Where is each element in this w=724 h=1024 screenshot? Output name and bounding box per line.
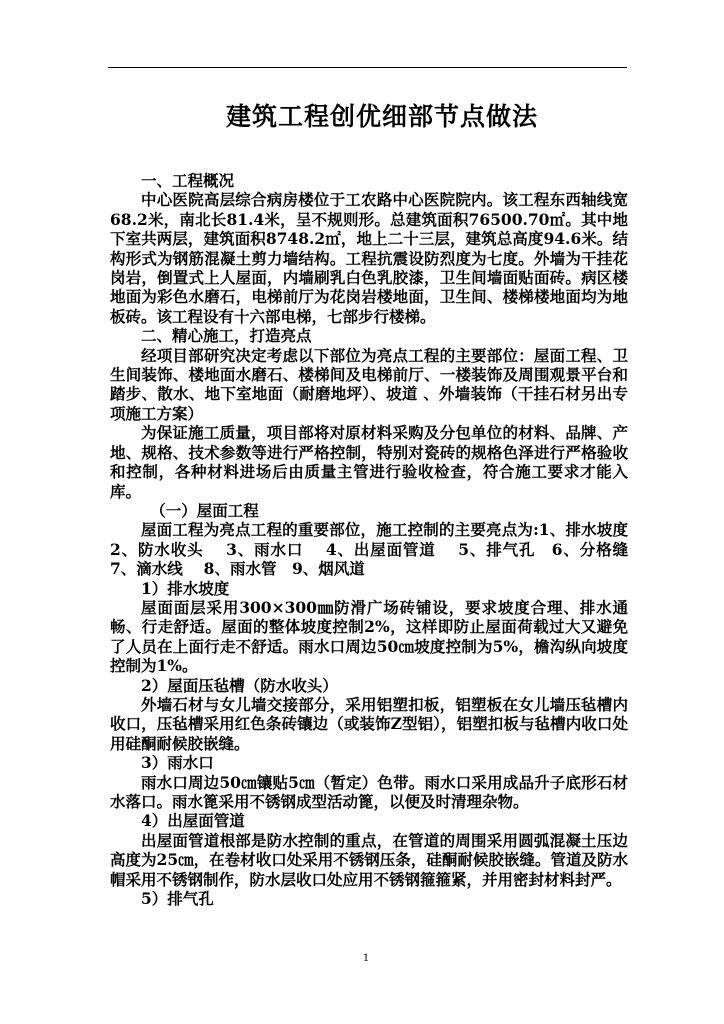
paragraph-rain-outlet: 雨水口周边50㎝镶贴5㎝（暂定）色带。雨水口采用成品升子底形石材水落口。雨水篦采用不锈钢成型活动篦，以便及时清理杂物。 bbox=[110, 772, 628, 811]
paragraph-highlight-parts: 经项目部研究决定考虑以下部位为亮点工程的主要部位：屋面工程、卫生间装饰、楼地面水磨石、楼梯间及电梯前厅、一楼装饰及周围观景平台和踏步、散水、地下室地面（耐磨地坪）、坡道 、外墙装饰（干挂石材另出专项施工方案） bbox=[110, 345, 628, 423]
item-heading-vent-hole: 5）排气孔 bbox=[141, 889, 214, 909]
paragraph-project-overview: 中心医院高层综合病房楼位于工农路中心医院院内。该工程东西轴线宽68.2米，南北长81.4米，呈不规则形。总建筑面积76500.70㎡。其中地下室共两层，建筑面积8748.2㎡，地上二十三层，建筑总高度94.6米。结构形式为钢筋混凝土剪力墙结构。工程抗震设防烈度为七度。外墙为干挂花岗岩，倒置式上人屋面，内墙刷乳白色乳胶漆，卫生间墙面贴面砖。病区楼地面为彩色水磨石，电梯前厅为花岗岩楼地面，卫生间、楼梯楼地面均为地板砖。该工程设有十六部电梯，七部步行楼梯。 bbox=[110, 190, 628, 326]
paragraph-drainage-slope: 屋面面层采用300×300㎜防滑广场砖铺设，要求坡度合理、排水通畅、行走舒适。屋面的整体坡度控制2%，这样即防止屋面荷载过大又避免了人员在上面行走不舒适。雨水口周边50㎝坡度控制为5%，檐沟纵向坡度控制为1%。 bbox=[110, 597, 628, 676]
subsection-heading-roof: （一）屋面工程 bbox=[150, 500, 259, 520]
header-rule bbox=[108, 67, 627, 68]
section-heading-project-overview: 一、工程概况 bbox=[141, 171, 235, 190]
paragraph-quality-control: 为保证施工质量，项目部将对原材料采购及分包单位的材料、品牌、产地、规格、技术参数等进行严格控制，特别对瓷砖的规格色泽进行严格验收和控制，各种材料进场后由质量主管进行验收检查，符合施工要求才能入库。 bbox=[110, 423, 628, 501]
document-body bbox=[110, 171, 649, 909]
paragraph-roof-highlights: 屋面工程为亮点工程的重要部位，施工控制的主要亮点为:1、排水坡度 2、防水收头 3、雨水口 4、出屋面管道 5、排气孔 6、分格缝 7、滴水线 8、雨水管 9、烟风道 bbox=[110, 520, 649, 579]
document-title: 建筑工程创优细部节点做法 bbox=[225, 102, 538, 131]
item-heading-drainage-slope: 1）排水坡度 bbox=[141, 578, 230, 598]
item-heading-rain-outlet: 3）雨水口 bbox=[141, 753, 214, 773]
section-heading-highlights: 二、精心施工，打造亮点 bbox=[141, 326, 312, 346]
paragraph-roof-pipes: 出屋面管道根部是防水控制的重点，在管道的周围采用圆弧混凝土压边高度为25㎝，在卷材收口处采用不锈钢压条，硅酮耐候胶嵌缝。管道及防水帽采用不锈钢制作，防水层收口处应用不锈钢箍箍紧，并用密封材料封严。 bbox=[110, 830, 628, 889]
paragraph-felt-groove: 外墙石材与女儿墙交接部分，采用铝塑扣板，铝塑板在女儿墙压毡槽内收口，压毡槽采用红色条砖镶边（或装饰Z型铝），铝塑扣板与毡槽内收口处用硅酮耐候胶嵌缝。 bbox=[110, 694, 628, 753]
page-number: 1 bbox=[362, 953, 370, 964]
item-heading-roof-pipes: 4）出屋面管道 bbox=[141, 811, 245, 831]
item-heading-felt-groove: 2）屋面压毡槽（防水收头） bbox=[141, 675, 338, 695]
